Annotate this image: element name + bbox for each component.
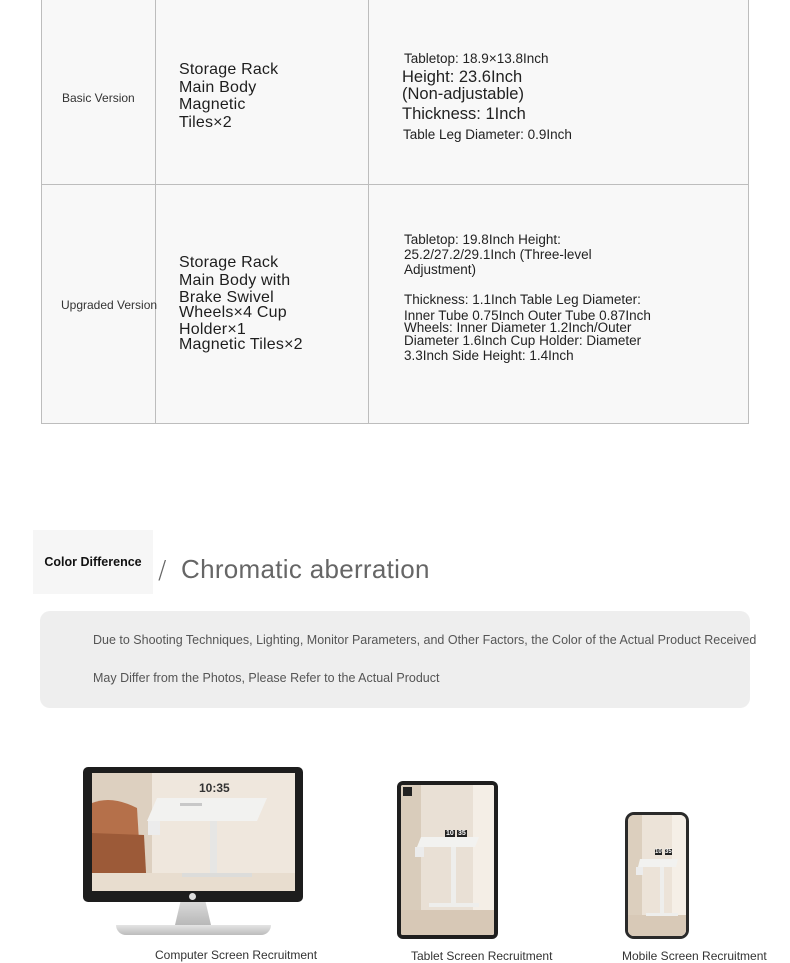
screen-clock-minute: 35 bbox=[458, 830, 466, 837]
table-row-basic bbox=[42, 0, 748, 185]
notice-box bbox=[40, 611, 757, 708]
includes-line: Main Body bbox=[179, 79, 257, 96]
spec-line: Wheels: Inner Diameter 1.2Inch/Outer bbox=[404, 320, 632, 335]
includes-line: Brake Swivel bbox=[179, 289, 274, 306]
version-cell bbox=[42, 184, 156, 423]
includes-line: Wheels×4 Cup bbox=[179, 304, 287, 321]
spec-line: Height: 23.6Inch bbox=[402, 68, 523, 86]
monitor-screen bbox=[92, 773, 295, 891]
includes-line: Storage Rack bbox=[179, 254, 279, 271]
spec-line: 3.3Inch Side Height: 1.4Inch bbox=[404, 348, 574, 363]
product-photo bbox=[401, 785, 494, 935]
includes-cell bbox=[156, 184, 369, 423]
section-separator: / bbox=[158, 555, 167, 584]
spec-line: Adjustment) bbox=[404, 262, 477, 277]
spec-line: Thickness: 1.1Inch Table Leg Diameter: bbox=[404, 292, 641, 307]
includes-line: Holder×1 bbox=[179, 321, 246, 338]
product-photo bbox=[92, 773, 295, 891]
apple-logo-icon bbox=[189, 893, 196, 900]
screen-clock: 10:35 bbox=[199, 781, 230, 795]
notice-line: Due to Shooting Techniques, Lighting, Monitor Parameters, and Other Factors, the Color of the Actual Product Received bbox=[93, 633, 757, 647]
spec-line: Inner Tube 0.75Inch Outer Tube 0.87Inch bbox=[404, 308, 651, 323]
screen-clock-minute: 35 bbox=[665, 849, 672, 855]
spec-line: Tabletop: 19.8Inch Height: bbox=[404, 232, 561, 247]
includes-line: Main Body with bbox=[179, 272, 291, 289]
table-row-upgraded bbox=[42, 184, 748, 423]
spec-line: 25.2/27.2/29.1Inch (Three-level bbox=[404, 247, 592, 262]
section-title: Chromatic aberration bbox=[181, 554, 430, 584]
screen-clock-hour: 10 bbox=[446, 830, 454, 837]
specs-cell bbox=[369, 184, 748, 423]
tablet-image bbox=[397, 781, 498, 939]
spec-line: (Non-adjustable) bbox=[402, 85, 524, 103]
includes-cell bbox=[156, 0, 369, 184]
tablet-screen bbox=[401, 785, 494, 935]
specs-cell bbox=[369, 0, 748, 184]
mobile-screen-label: Mobile Screen Recruitment bbox=[622, 949, 767, 963]
includes-line: Magnetic bbox=[179, 96, 246, 113]
includes-line: Storage Rack bbox=[179, 61, 279, 78]
spec-table bbox=[41, 0, 749, 424]
computer-monitor-image bbox=[83, 767, 303, 942]
spec-line: Table Leg Diameter: 0.9Inch bbox=[403, 127, 572, 142]
notice-line: May Differ from the Photos, Please Refer to the Actual Product bbox=[93, 671, 440, 685]
phone-image bbox=[625, 812, 689, 939]
phone-screen bbox=[628, 815, 686, 936]
product-photo bbox=[628, 815, 686, 936]
spec-line: Diameter 1.6Inch Cup Holder: Diameter bbox=[404, 333, 642, 348]
tablet-screen-label: Tablet Screen Recruitment bbox=[411, 949, 553, 963]
version-cell bbox=[42, 0, 156, 184]
version-label: Basic Version bbox=[62, 91, 135, 105]
computer-screen-label: Computer Screen Recruitment bbox=[155, 948, 318, 962]
includes-line: Magnetic Tiles×2 bbox=[179, 336, 303, 353]
spec-line: Thickness: 1Inch bbox=[402, 105, 526, 123]
spec-line: Tabletop: 18.9×13.8Inch bbox=[404, 51, 549, 66]
section-badge: Color Difference bbox=[33, 530, 153, 594]
includes-line: Tiles×2 bbox=[179, 114, 232, 131]
version-label: Upgraded Version bbox=[61, 298, 158, 312]
screen-clock-hour: 10 bbox=[655, 849, 662, 855]
